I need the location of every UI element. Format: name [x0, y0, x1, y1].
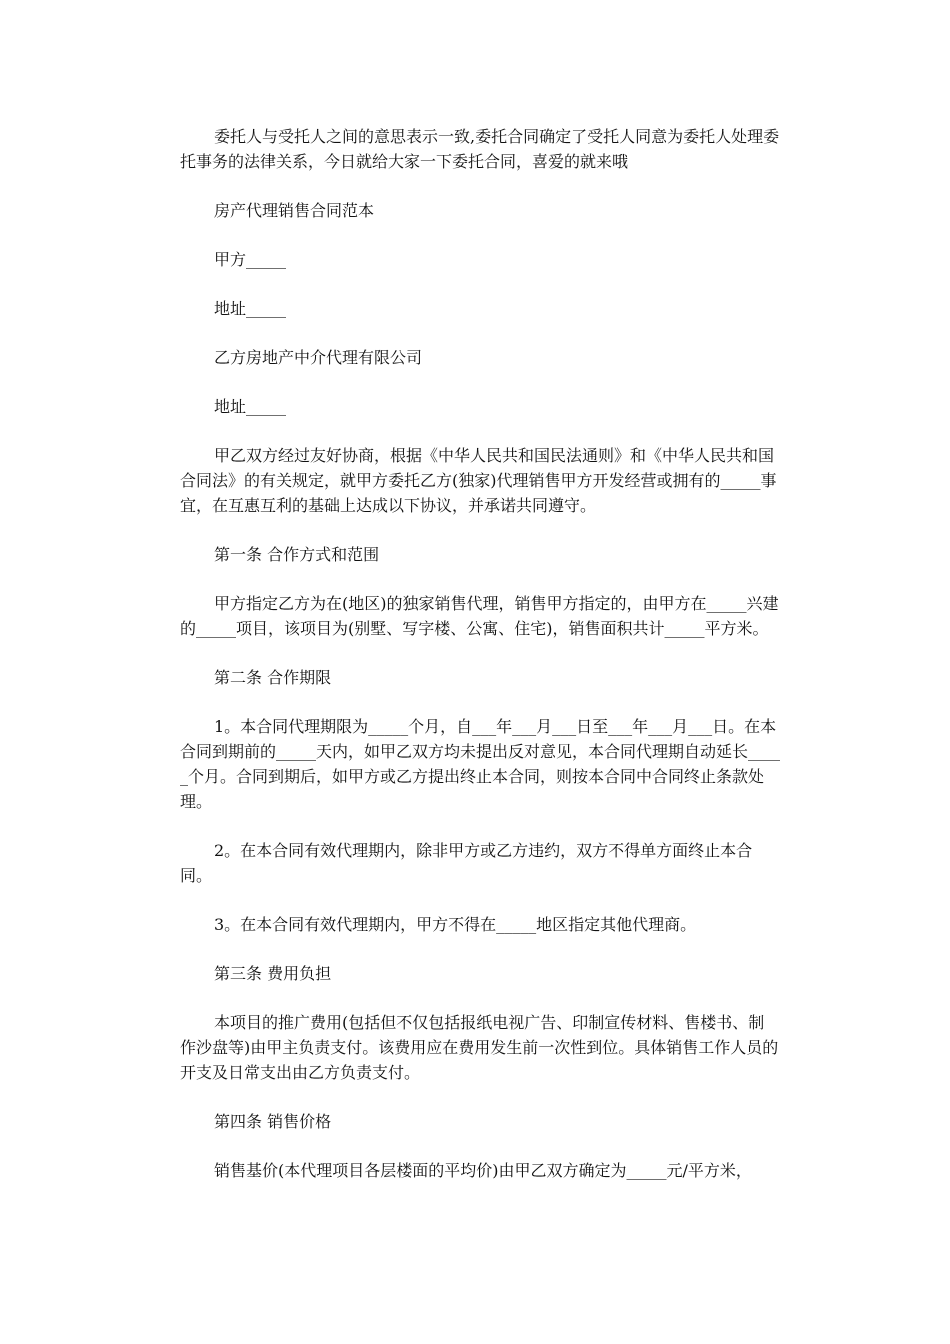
party-b-line: 乙方房地产中介代理有限公司: [214, 348, 423, 367]
document-body: [180, 124, 780, 1207]
party-b-address-line: 地址_____: [214, 397, 287, 416]
article-2-heading: 第二条 合作期限: [214, 668, 332, 687]
article-1-body: 甲方指定乙方为在(地区)的独家销售代理，销售甲方指定的，由甲方在_____兴建的_____项目，该项目为(别墅、写字楼、公寓、住宅)，销售面积共计_____平方米。: [180, 594, 779, 638]
article-2-clause-1: 1。本合同代理期限为_____个月，自___年___月___日至___年___月___日。在本合同到期前的_____天内，如甲乙双方均未提出反对意见，本合同代理期自动延长_____个月。合同到期后，如甲方或乙方提出终止本合同，则按本合同中合同终止条款处理。: [180, 717, 781, 811]
article-4-body: 销售基价(本代理项目各层楼面的平均价)由甲乙双方确定为_____元/平方米，: [214, 1161, 752, 1180]
party-a-line: 甲方_____: [214, 250, 287, 269]
article-3-heading: 第三条 费用负担: [214, 964, 332, 983]
contract-title: 房产代理销售合同范本: [214, 201, 375, 220]
intro-paragraph: 委托人与受托人之间的意思表示一致,委托合同确定了受托人同意为委托人处理委托事务的法律关系，今日就给大家一下委托合同，喜爱的就来哦: [180, 127, 780, 171]
article-3-body: 本项目的推广费用(包括但不仅包括报纸电视广告、印制宣传材料、售楼书、制作沙盘等)由甲主负责支付。该费用应在费用发生前一次性到位。具体销售工作人员的开支及日常支出由乙方负责支付。: [180, 1013, 779, 1082]
article-2-clause-2: 2。在本合同有效代理期内，除非甲方或乙方违约，双方不得单方面终止本合同。: [180, 841, 753, 885]
article-4-heading: 第四条 销售价格: [214, 1112, 332, 1131]
preamble-paragraph: 甲乙双方经过友好协商，根据《中华人民共和国民法通则》和《中华人民共和国合同法》的有关规定，就甲方委托乙方(独家)代理销售甲方开发经营或拥有的_____事宜，在互惠互利的基础上达成以下协议，并承诺共同遵守。: [180, 446, 777, 515]
article-1-heading: 第一条 合作方式和范围: [214, 545, 380, 564]
party-a-address-line: 地址_____: [214, 299, 287, 318]
article-2-clause-3: 3。在本合同有效代理期内，甲方不得在_____地区指定其他代理商。: [214, 915, 697, 934]
